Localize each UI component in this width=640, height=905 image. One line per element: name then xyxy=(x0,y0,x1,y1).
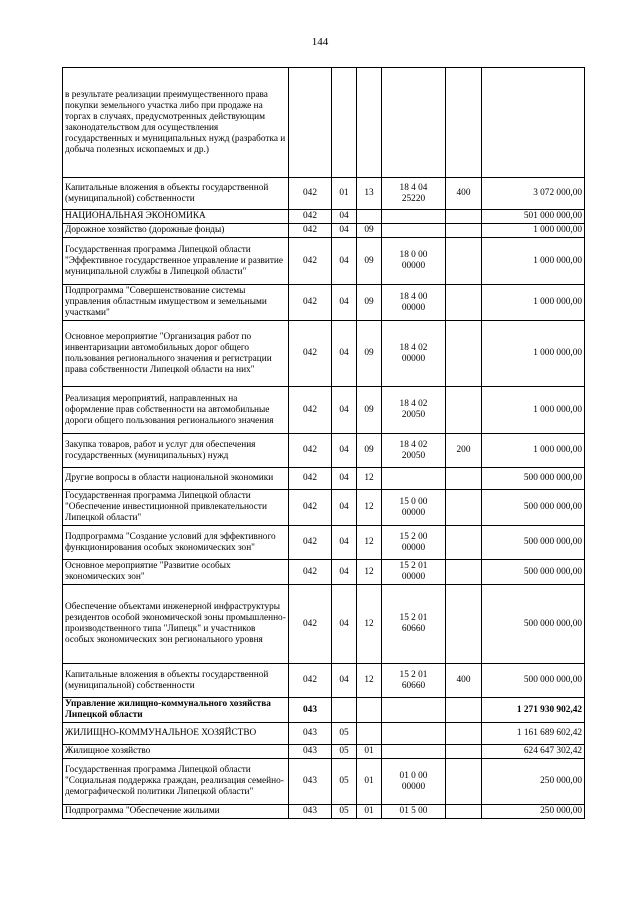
subsection-code-cell xyxy=(357,210,382,224)
amount-cell: 3 072 000,00 xyxy=(482,178,585,210)
subsection-code-cell: 09 xyxy=(357,238,382,285)
section-code-cell xyxy=(332,68,357,178)
expense-type-cell xyxy=(446,560,482,585)
table-row xyxy=(63,490,585,526)
amount-cell: 1 271 930 902,42 xyxy=(482,698,585,723)
name-cell: Подпрограмма "Создание условий для эффективного функционирования особых экономических зон" xyxy=(63,526,289,560)
table-row xyxy=(63,560,585,585)
amount-cell: 250 000,00 xyxy=(482,805,585,819)
expense-type-cell: 400 xyxy=(446,178,482,210)
name-cell: ЖИЛИЩНО-КОММУНАЛЬНОЕ ХОЗЯЙСТВО xyxy=(63,723,289,745)
amount-cell: 1 161 689 602,42 xyxy=(482,723,585,745)
table-row xyxy=(63,224,585,238)
expense-type-cell: 200 xyxy=(446,434,482,468)
amount-cell: 500 000 000,00 xyxy=(482,468,585,490)
target-article-cell xyxy=(382,723,446,745)
table-row xyxy=(63,585,585,664)
section-code-cell: 04 xyxy=(332,387,357,434)
ved-code-cell: 042 xyxy=(289,560,332,585)
target-article-cell xyxy=(382,698,446,723)
target-article-cell: 01 5 00 xyxy=(382,805,446,819)
expense-type-cell xyxy=(446,490,482,526)
name-cell: Капитальные вложения в объекты государственной (муниципальной) собственности xyxy=(63,664,289,698)
name-cell: Другие вопросы в области национальной экономики xyxy=(63,468,289,490)
name-cell: Управление жилищно-коммунального хозяйства Липецкой области xyxy=(63,698,289,723)
amount-cell: 250 000,00 xyxy=(482,759,585,805)
target-article-cell xyxy=(382,468,446,490)
ved-code-cell: 043 xyxy=(289,745,332,759)
target-article-cell: 18 4 02 00000 xyxy=(382,321,446,387)
table-row xyxy=(63,178,585,210)
ved-code-cell: 042 xyxy=(289,664,332,698)
section-code-cell: 04 xyxy=(332,526,357,560)
expense-type-cell xyxy=(446,285,482,321)
section-code-cell xyxy=(332,698,357,723)
expense-type-cell xyxy=(446,468,482,490)
expense-type-cell xyxy=(446,698,482,723)
target-article-cell: 15 0 00 00000 xyxy=(382,490,446,526)
target-article-cell: 18 4 00 00000 xyxy=(382,285,446,321)
target-article-cell xyxy=(382,210,446,224)
section-code-cell: 04 xyxy=(332,434,357,468)
section-code-cell: 04 xyxy=(332,585,357,664)
table-row xyxy=(63,68,585,178)
amount-cell: 501 000 000,00 xyxy=(482,210,585,224)
expense-type-cell xyxy=(446,387,482,434)
ved-code-cell: 043 xyxy=(289,759,332,805)
subsection-code-cell: 12 xyxy=(357,585,382,664)
table-row xyxy=(63,321,585,387)
ved-code-cell: 042 xyxy=(289,321,332,387)
ved-code-cell: 042 xyxy=(289,210,332,224)
name-cell: Дорожное хозяйство (дорожные фонды) xyxy=(63,224,289,238)
ved-code-cell: 042 xyxy=(289,387,332,434)
subsection-code-cell: 12 xyxy=(357,526,382,560)
target-article-cell: 18 0 00 00000 xyxy=(382,238,446,285)
subsection-code-cell: 09 xyxy=(357,321,382,387)
name-cell: Обеспечение объектами инженерной инфраструктуры резидентов особой экономической зоны промышленно-производственного типа "Липецк" и участников особых экономических зон регионального уровня xyxy=(63,585,289,664)
expense-type-cell xyxy=(446,585,482,664)
target-article-cell: 15 2 01 60660 xyxy=(382,585,446,664)
target-article-cell xyxy=(382,745,446,759)
subsection-code-cell: 09 xyxy=(357,224,382,238)
name-cell: в результате реализации преимущественного права покупки земельного участка либо при продаже на торгах в случаях, предусмотренных действующим законодательством для осуществления государственных и муниципальных нужд (разработка и добыча полезных ископаемых и др.) xyxy=(63,68,289,178)
ved-code-cell: 043 xyxy=(289,698,332,723)
ved-code-cell: 043 xyxy=(289,805,332,819)
ved-code-cell: 042 xyxy=(289,178,332,210)
amount-cell: 500 000 000,00 xyxy=(482,560,585,585)
ved-code-cell: 042 xyxy=(289,434,332,468)
amount-cell: 1 000 000,00 xyxy=(482,387,585,434)
table-row xyxy=(63,805,585,819)
amount-cell: 624 647 302,42 xyxy=(482,745,585,759)
name-cell: Государственная программа Липецкой области "Эффективное государственное управление и развитие муниципальной службы в Липецкой области" xyxy=(63,238,289,285)
subsection-code-cell: 01 xyxy=(357,759,382,805)
amount-cell: 1 000 000,00 xyxy=(482,224,585,238)
budget-table-body xyxy=(63,68,585,819)
section-code-cell: 04 xyxy=(332,210,357,224)
table-row xyxy=(63,664,585,698)
section-code-cell: 05 xyxy=(332,745,357,759)
amount-cell: 500 000 000,00 xyxy=(482,664,585,698)
name-cell: Государственная программа Липецкой области "Обеспечение инвестиционной привлекательности Липецкой области" xyxy=(63,490,289,526)
page-number: 144 xyxy=(311,36,329,48)
ved-code-cell xyxy=(289,68,332,178)
budget-table xyxy=(62,67,585,819)
ved-code-cell: 043 xyxy=(289,723,332,745)
section-code-cell: 01 xyxy=(332,178,357,210)
subsection-code-cell: 09 xyxy=(357,387,382,434)
amount-cell: 1 000 000,00 xyxy=(482,321,585,387)
subsection-code-cell: 01 xyxy=(357,805,382,819)
table-row xyxy=(63,526,585,560)
table-row xyxy=(63,698,585,723)
ved-code-cell: 042 xyxy=(289,285,332,321)
name-cell: Подпрограмма "Совершенствование системы управления областным имуществом и земельными участками" xyxy=(63,285,289,321)
section-code-cell: 04 xyxy=(332,560,357,585)
target-article-cell: 15 2 00 00000 xyxy=(382,526,446,560)
expense-type-cell xyxy=(446,759,482,805)
subsection-code-cell: 12 xyxy=(357,490,382,526)
subsection-code-cell: 09 xyxy=(357,285,382,321)
table-row xyxy=(63,723,585,745)
subsection-code-cell: 01 xyxy=(357,745,382,759)
name-cell: Основное мероприятие "Организация работ по инвентаризации автомобильных дорог общего пользования регионального значения и регистрации права собственности Липецкой области на них" xyxy=(63,321,289,387)
expense-type-cell xyxy=(446,238,482,285)
section-code-cell: 05 xyxy=(332,805,357,819)
section-code-cell: 04 xyxy=(332,664,357,698)
name-cell: Основное мероприятие "Развитие особых экономических зон" xyxy=(63,560,289,585)
target-article-cell xyxy=(382,224,446,238)
expense-type-cell: 400 xyxy=(446,664,482,698)
ved-code-cell: 042 xyxy=(289,490,332,526)
amount-cell: 1 000 000,00 xyxy=(482,285,585,321)
table-row xyxy=(63,468,585,490)
target-article-cell xyxy=(382,68,446,178)
expense-type-cell xyxy=(446,210,482,224)
subsection-code-cell: 09 xyxy=(357,434,382,468)
expense-type-cell xyxy=(446,68,482,178)
section-code-cell: 04 xyxy=(332,468,357,490)
target-article-cell: 01 0 00 00000 xyxy=(382,759,446,805)
subsection-code-cell xyxy=(357,68,382,178)
amount-cell: 1 000 000,00 xyxy=(482,238,585,285)
expense-type-cell xyxy=(446,321,482,387)
subsection-code-cell: 12 xyxy=(357,664,382,698)
name-cell: Капитальные вложения в объекты государственной (муниципальной) собственности xyxy=(63,178,289,210)
amount-cell xyxy=(482,68,585,178)
subsection-code-cell: 12 xyxy=(357,468,382,490)
amount-cell: 500 000 000,00 xyxy=(482,490,585,526)
ved-code-cell: 042 xyxy=(289,585,332,664)
target-article-cell: 18 4 04 25220 xyxy=(382,178,446,210)
table-row xyxy=(63,387,585,434)
subsection-code-cell xyxy=(357,698,382,723)
expense-type-cell xyxy=(446,224,482,238)
subsection-code-cell: 12 xyxy=(357,560,382,585)
table-row xyxy=(63,238,585,285)
ved-code-cell: 042 xyxy=(289,468,332,490)
section-code-cell: 05 xyxy=(332,759,357,805)
table-row xyxy=(63,210,585,224)
table-row xyxy=(63,745,585,759)
name-cell: Подпрограмма "Обеспечение жильими xyxy=(63,805,289,819)
target-article-cell: 15 2 01 60660 xyxy=(382,664,446,698)
table-row xyxy=(63,759,585,805)
name-cell: Государственная программа Липецкой области "Социальная поддержка граждан, реализация семейно-демографической политики Липецкой области" xyxy=(63,759,289,805)
section-code-cell: 04 xyxy=(332,224,357,238)
target-article-cell: 18 4 02 20050 xyxy=(382,434,446,468)
section-code-cell: 04 xyxy=(332,490,357,526)
expense-type-cell xyxy=(446,723,482,745)
expense-type-cell xyxy=(446,745,482,759)
name-cell: Жилищное хозяйство xyxy=(63,745,289,759)
ved-code-cell: 042 xyxy=(289,238,332,285)
section-code-cell: 04 xyxy=(332,238,357,285)
amount-cell: 500 000 000,00 xyxy=(482,585,585,664)
target-article-cell: 15 2 01 00000 xyxy=(382,560,446,585)
amount-cell: 1 000 000,00 xyxy=(482,434,585,468)
subsection-code-cell xyxy=(357,723,382,745)
target-article-cell: 18 4 02 20050 xyxy=(382,387,446,434)
subsection-code-cell: 13 xyxy=(357,178,382,210)
name-cell: Реализация мероприятий, направленных на оформление прав собственности на автомобильные дороги общего пользования регионального значения xyxy=(63,387,289,434)
table-row xyxy=(63,434,585,468)
name-cell: Закупка товаров, работ и услуг для обеспечения государственных (муниципальных) нужд xyxy=(63,434,289,468)
expense-type-cell xyxy=(446,805,482,819)
section-code-cell: 04 xyxy=(332,285,357,321)
table-row xyxy=(63,285,585,321)
section-code-cell: 04 xyxy=(332,321,357,387)
section-code-cell: 05 xyxy=(332,723,357,745)
expense-type-cell xyxy=(446,526,482,560)
ved-code-cell: 042 xyxy=(289,526,332,560)
amount-cell: 500 000 000,00 xyxy=(482,526,585,560)
name-cell: НАЦИОНАЛЬНАЯ ЭКОНОМИКА xyxy=(63,210,289,224)
ved-code-cell: 042 xyxy=(289,224,332,238)
